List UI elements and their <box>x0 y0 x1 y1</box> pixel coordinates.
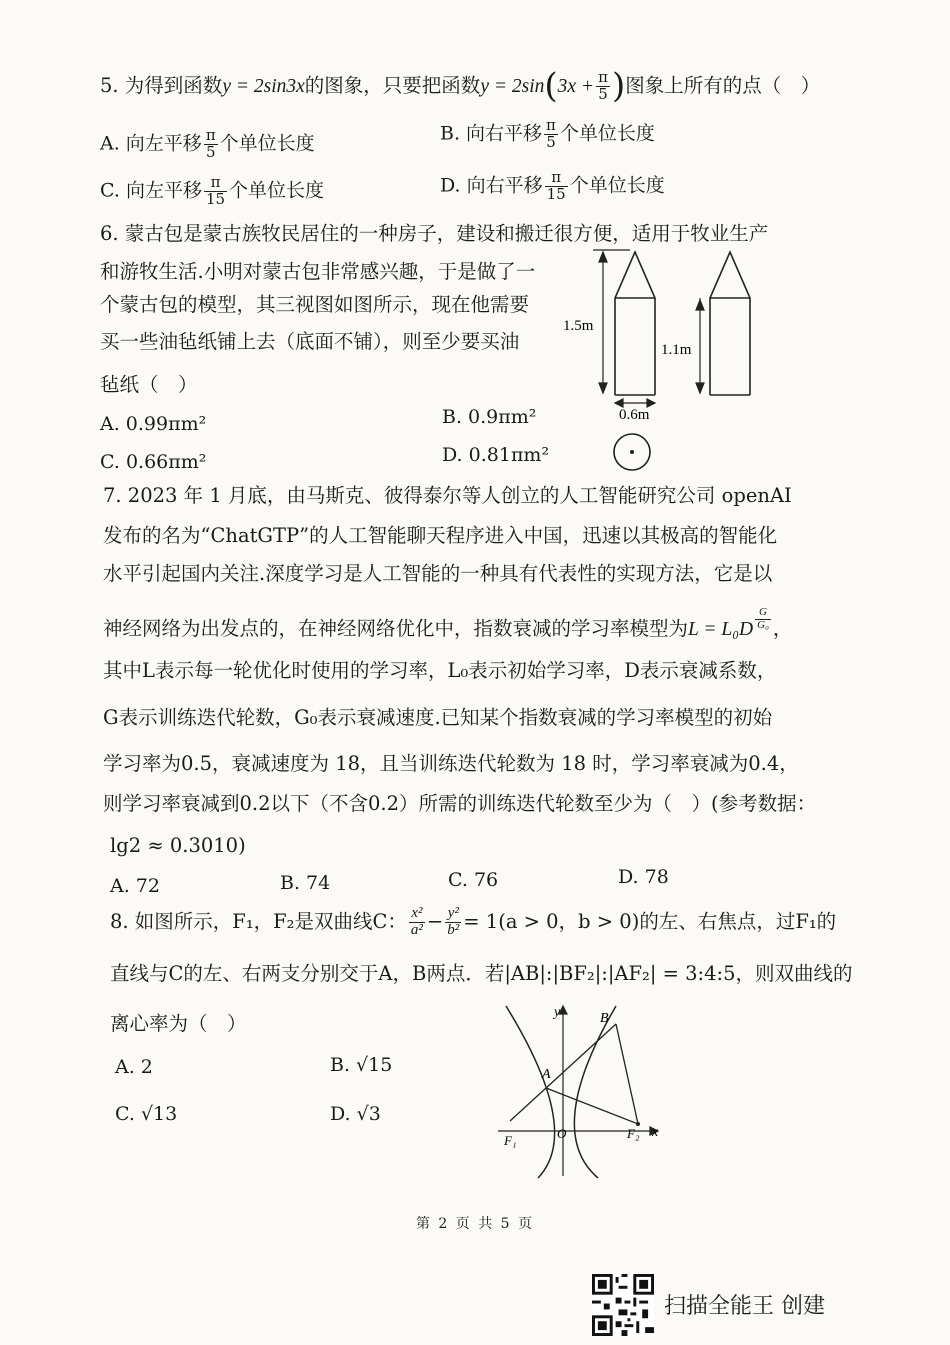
q8-line-1: 8. 如图所示，F₁，F₂是双曲线C： $\frac{\text{x²}}{\text{a²}}$ − $\frac{\text{y²}}{\text{b²}}$ = 1(a > 0，b > 0)的左、右焦点，过F₁的 <box>110 905 837 938</box>
q7-option-b[interactable]: B. 74 <box>280 872 331 894</box>
q7-option-a[interactable]: A. 72 <box>110 875 160 897</box>
q6-option-d[interactable]: D. 0.81πm² <box>442 444 550 466</box>
q5-option-d[interactable]: D. 向右平移 $\frac{\pi}{15}$ 个单位长度 <box>440 168 665 203</box>
q8-option-a[interactable]: A. 2 <box>115 1056 153 1078</box>
q5-option-a[interactable]: A. 向左平移 $\frac{\pi}{5}$ 个单位长度 <box>100 126 315 161</box>
q6-option-c[interactable]: C. 0.66πm² <box>100 451 207 473</box>
hyperbola-diagram <box>488 998 678 1183</box>
q6-line-4: 买一些油毡纸铺上去（底面不铺），则至少要买油 <box>100 330 520 353</box>
line-b-f2 <box>616 1024 638 1124</box>
line-a-f2 <box>546 1088 638 1124</box>
label-y: y <box>554 1005 561 1020</box>
top-view-center <box>630 450 634 454</box>
label-f1: F₁ <box>504 1133 517 1148</box>
label-width: 0.6m <box>619 407 650 423</box>
q7-line-5: 其中L表示每一轮优化时使用的学习率，L₀表示初始学习率，D表示衰减系数， <box>103 659 777 682</box>
q7-line-6: G表示训练迭代轮数，G₀表示衰减速度.已知某个指数衰减的学习率模型的初始 <box>103 706 773 729</box>
q8-line-2: 直线与C的左、右两支分别交于A，B两点．若|AB|:|BF₂|:|AF₂| = 3:4:5，则双曲线的 <box>110 962 853 985</box>
q6-line-3: 个蒙古包的模型，其三视图如图所示，现在他需要 <box>100 293 530 316</box>
q5-option-c[interactable]: C. 向左平移 $\frac{\pi}{15}$ 个单位长度 <box>100 173 325 208</box>
decay-formula: L = L₀D <box>688 619 754 641</box>
dimension-lines <box>593 250 704 407</box>
label-f2: F₂ <box>627 1126 640 1141</box>
label-x: x <box>652 1125 659 1140</box>
q7-line-3: 水平引起国内关注.深度学习是人工智能的一种具有代表性的实现方法，它是以 <box>103 562 773 585</box>
q8-line-3: 离心率为（ ） <box>110 1012 247 1035</box>
q6-option-b[interactable]: B. 0.9πm² <box>442 406 537 428</box>
q6-line-1: 6. 蒙古包是蒙古族牧民居住的一种房子，建设和搬迁很方便，适用于牧业生产 <box>100 222 769 245</box>
three-view-diagram <box>555 240 785 480</box>
q7-option-c[interactable]: C. 76 <box>448 869 499 891</box>
q6-line-2: 和游牧生活.小明对蒙古包非常感兴趣，于是做了一 <box>100 260 536 283</box>
q6-option-a[interactable]: A. 0.99πm² <box>100 413 207 435</box>
q7-line-7: 学习率为0.5，衰减速度为 18，且当训练迭代轮数为 18 时，学习率衰减为0.4， <box>103 752 799 775</box>
label-point-a: A <box>542 1067 551 1082</box>
page-number: 第 2 页 共 5 页 <box>415 1216 535 1232</box>
q7-line-2: 发布的名为“ChatGTP”的人工智能聊天程序进入中国，迅速以其极高的智能化 <box>103 524 778 547</box>
qr-code-icon <box>592 1274 654 1336</box>
label-point-b: B <box>600 1011 609 1026</box>
q7-line-9: lg2 ≈ 0.3010) <box>110 834 246 857</box>
side-view <box>710 252 750 395</box>
hyperbola-left-branch <box>506 1006 555 1178</box>
q8-option-d[interactable]: D. √3 <box>330 1103 381 1125</box>
q8-option-b[interactable]: B. √15 <box>330 1054 393 1076</box>
front-view <box>615 252 655 395</box>
label-height-total: 1.5m <box>563 318 594 334</box>
q5-stem: 5. 为得到函数y = 2sin3x的图象，只要把函数y = 2sin(3x + $\frac{\pi}{5}$ )图象上所有的点（ ） <box>100 66 821 106</box>
q7-line-1: 7. 2023 年 1 月底，由马斯克、彼得泰尔等人创立的人工智能研究公司 openAI <box>103 484 792 507</box>
hyperbola-right-branch <box>574 1006 616 1178</box>
q7-line-8: 则学习率衰减到0.2以下（不含0.2）所需的训练迭代轮数至少为（ ）(参考数据： <box>103 792 817 815</box>
q5-option-b[interactable]: B. 向右平移 $\frac{\pi}{5}$ 个单位长度 <box>440 116 655 151</box>
q7-line-4: 神经网络为出发点的，在神经网络优化中，指数衰减的学习率模型为L = L₀D $\frac{G}{\text{G₀}}$ ， <box>103 606 793 641</box>
scanner-watermark: 扫描全能王 创建 <box>664 1294 825 1319</box>
label-height-body: 1.1m <box>661 342 692 358</box>
label-origin: O <box>557 1126 567 1141</box>
q8-option-c[interactable]: C. √13 <box>115 1103 178 1125</box>
q6-line-5: 毡纸（ ） <box>100 373 198 396</box>
q7-option-d[interactable]: D. 78 <box>618 866 669 888</box>
